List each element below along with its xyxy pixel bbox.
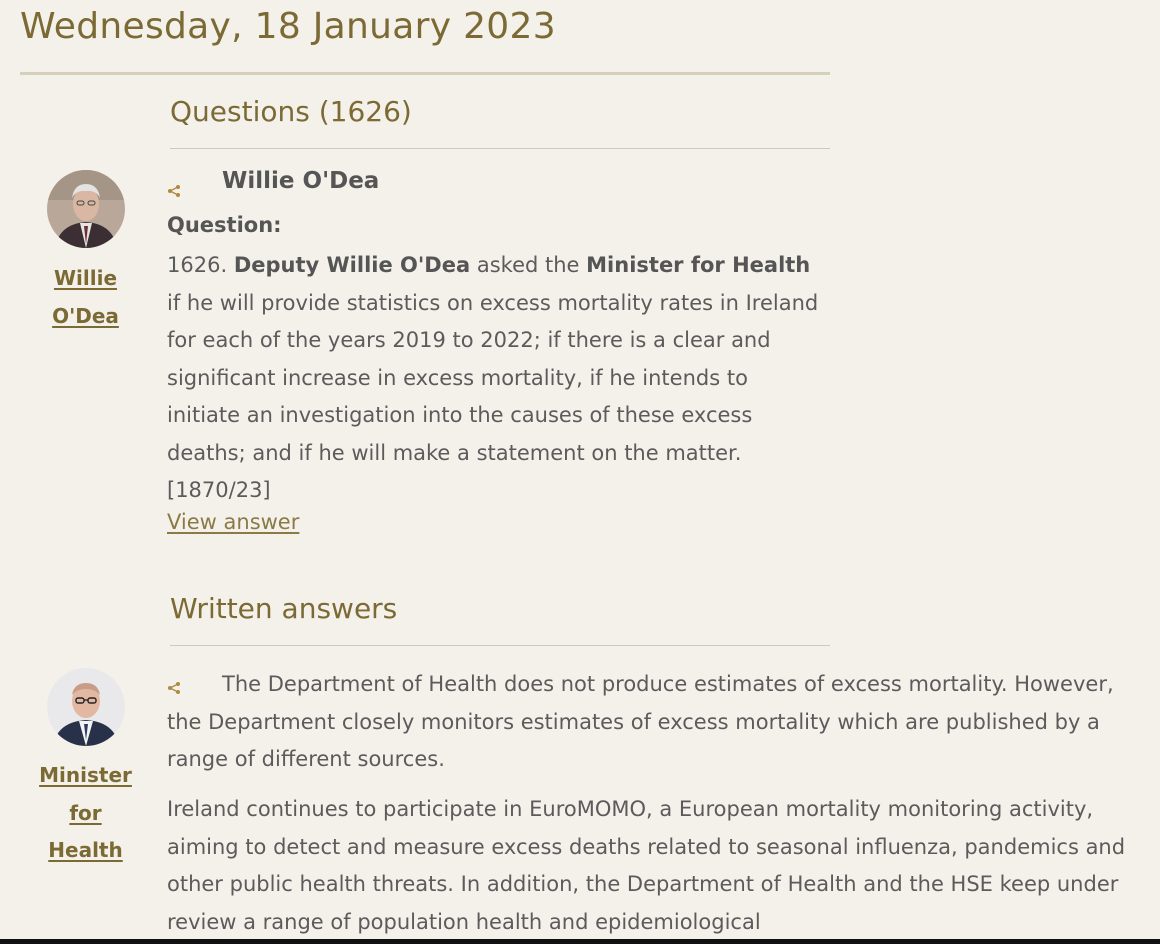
minister-for-health-avatar[interactable] <box>47 668 125 746</box>
question-label: Question: <box>167 213 282 237</box>
question-deputy: Deputy Willie O'Dea <box>233 253 471 277</box>
view-answer-link[interactable]: View answer <box>167 510 300 534</box>
date-divider <box>20 72 830 75</box>
written-answers-heading: Written answers <box>170 592 398 625</box>
answer-paragraph <box>167 666 1139 779</box>
answer-paragraph: Ireland continues to participate in EuroMOMO, a European mortality monitoring activity, aiming to detect and measure excess deaths related to seasonal influenza, pandemics and other public health threats. In addition, the Department of Health and the HSE keep under review a range of population health and epidemiological <box>167 797 1126 934</box>
question-body: if he will provide statistics on excess mortality rates in Ireland for each of the years 2019 to 2022; if there is a clear and significant increase in excess mortality, if he intends to initiate an investigation into the causes of these excess deaths; and if he will make a statement on the matter. [1870/23] <box>167 290 819 502</box>
speaker-link-line[interactable]: for <box>69 800 102 825</box>
speaker-link-line[interactable]: Minister <box>39 763 132 787</box>
speaker-name: Willie O'Dea <box>222 168 380 194</box>
question-asked-the: asked the <box>476 253 580 277</box>
answer-paragraph-text: The Department of Health does not produce estimates of excess mortality. However, the Department closely monitors estimates of excess mortality which are published by a range of different sources. <box>167 672 1114 771</box>
questions-heading: Questions (1626) <box>170 95 412 128</box>
written-answers-divider <box>170 645 830 646</box>
portrait-avatar-icon <box>47 170 125 248</box>
question-number: 1626. <box>167 253 228 277</box>
date-heading: Wednesday, 18 January 2023 <box>20 6 556 47</box>
question-text <box>167 247 827 510</box>
questions-divider <box>170 148 830 149</box>
speaker-link-line[interactable]: Willie <box>53 266 118 290</box>
speaker-link-line[interactable]: Health <box>48 838 123 862</box>
speaker-link-willie-odea[interactable] <box>30 260 141 335</box>
question-minister: Minister for Health <box>586 253 811 277</box>
speaker-link-line[interactable]: O'Dea <box>52 303 119 328</box>
willie-odea-avatar[interactable] <box>47 170 125 248</box>
share-icon[interactable] <box>166 184 182 198</box>
bottom-edge-bar <box>0 939 1160 944</box>
portrait-avatar-icon <box>47 668 125 746</box>
speaker-link-minister-for-health[interactable] <box>30 757 141 870</box>
